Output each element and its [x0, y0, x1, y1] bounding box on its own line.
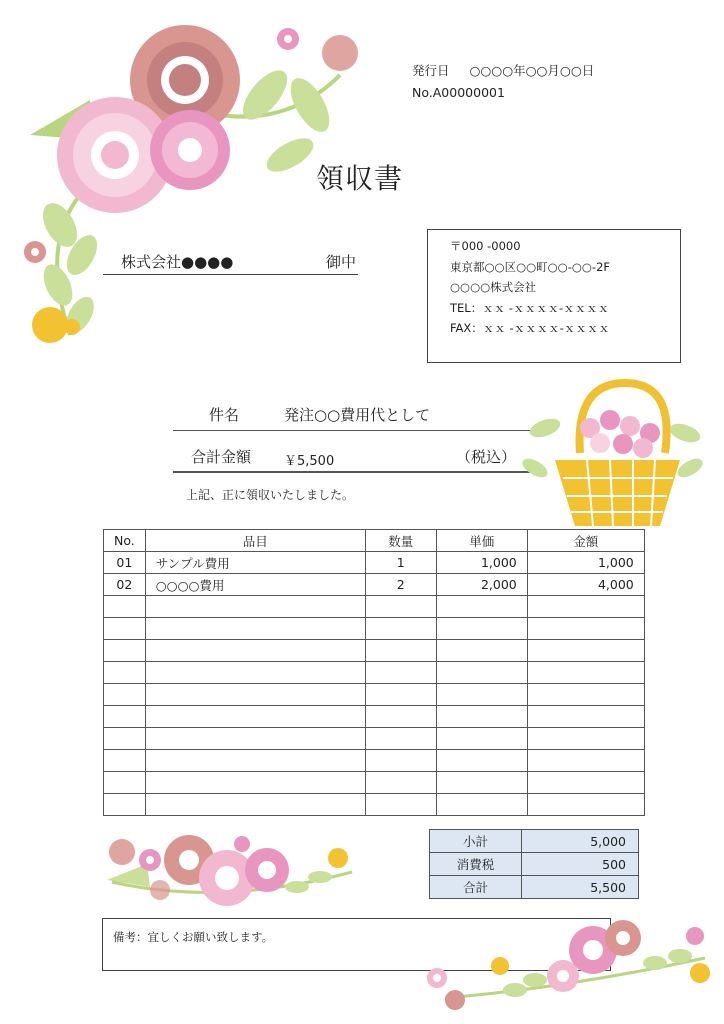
issuer-company: ○○○○株式会社 — [450, 280, 537, 294]
cell-no — [104, 706, 146, 728]
cell-amount — [527, 750, 644, 772]
cell-item — [145, 750, 365, 772]
total-label: 合計 — [430, 876, 522, 899]
cell-item — [145, 618, 365, 640]
cell-qty — [365, 662, 436, 684]
cell-amount — [527, 684, 644, 706]
header-item: 品目 — [145, 530, 365, 552]
cell-item — [145, 728, 365, 750]
issue-info — [412, 60, 594, 104]
cell-no — [104, 750, 146, 772]
floral-decoration-bottom-right — [425, 918, 720, 1018]
cell-qty — [365, 596, 436, 618]
cell-item — [145, 596, 365, 618]
header-amount: 金額 — [527, 530, 644, 552]
cell-no — [104, 662, 146, 684]
cell-amount — [527, 706, 644, 728]
issuer-tel: TEL：ｘｘ -ｘｘｘｘ-ｘｘｘｘ — [450, 300, 610, 315]
table-row — [104, 794, 645, 816]
cell-unit-price — [436, 684, 527, 706]
issue-date-label: 発行日 — [412, 63, 450, 78]
totals-row — [430, 876, 639, 899]
cell-item: サンプル費用 — [145, 552, 365, 574]
cell-qty — [365, 684, 436, 706]
cell-unit-price: 2,000 — [436, 574, 527, 596]
cell-unit-price: 1,000 — [436, 552, 527, 574]
cell-qty — [365, 618, 436, 640]
cell-unit-price — [436, 640, 527, 662]
cell-unit-price — [436, 662, 527, 684]
table-row — [104, 684, 645, 706]
table-row — [104, 750, 645, 772]
cell-amount — [527, 728, 644, 750]
issuer-fax: FAX：ｘｘ -ｘｘｘｘ-ｘｘｘｘ — [450, 321, 610, 335]
cell-amount — [527, 662, 644, 684]
cell-amount — [527, 618, 644, 640]
cell-qty — [365, 640, 436, 662]
cell-qty — [365, 750, 436, 772]
recipient-honorific: 御中 — [325, 253, 356, 271]
issuer-address-box — [427, 229, 681, 363]
table-row — [104, 706, 645, 728]
receipt-number: No.A00000001 — [412, 85, 505, 100]
cell-no: 02 — [104, 574, 146, 596]
cell-no — [104, 618, 146, 640]
cell-qty — [365, 772, 436, 794]
cell-item — [145, 684, 365, 706]
floral-decoration-bottom-left — [102, 832, 364, 912]
cell-item — [145, 794, 365, 816]
header-qty: 数量 — [365, 530, 436, 552]
amount-value: ￥5,500 — [284, 454, 335, 469]
table-row — [104, 618, 645, 640]
issuer-postal: 〒000 -0000 — [450, 239, 521, 253]
subtotal-value: 5,000 — [522, 830, 639, 853]
cell-item — [145, 662, 365, 684]
cell-amount: 1,000 — [527, 552, 644, 574]
items-table — [103, 529, 645, 816]
flower-basket-decoration — [515, 378, 705, 528]
cell-item — [145, 640, 365, 662]
cell-unit-price — [436, 772, 527, 794]
recipient-name: 株式会社●●●● — [121, 253, 234, 271]
table-row — [104, 596, 645, 618]
table-row — [104, 728, 645, 750]
cell-amount — [527, 640, 644, 662]
cell-item — [145, 772, 365, 794]
cell-unit-price — [436, 728, 527, 750]
total-value: 5,500 — [522, 876, 639, 899]
items-body — [104, 552, 645, 816]
cell-amount: 4,000 — [527, 574, 644, 596]
amount-tax-note: （税込） — [456, 448, 517, 466]
totals-table — [429, 829, 639, 899]
cell-qty — [365, 728, 436, 750]
recipient-line — [103, 251, 358, 275]
remarks-text: 備考：宜しくお願い致します。 — [113, 930, 274, 944]
cell-qty — [365, 794, 436, 816]
cell-item — [145, 706, 365, 728]
cell-amount — [527, 772, 644, 794]
table-row — [104, 552, 645, 574]
cell-no — [104, 772, 146, 794]
table-row — [104, 662, 645, 684]
cell-no — [104, 596, 146, 618]
cell-unit-price — [436, 750, 527, 772]
cell-no — [104, 684, 146, 706]
totals-row — [430, 853, 639, 876]
cell-qty: 2 — [365, 574, 436, 596]
header-unit-price: 単価 — [436, 530, 527, 552]
page-title: 領収書 — [316, 162, 404, 195]
subject-label: 件名 — [209, 406, 240, 424]
amount-row — [173, 446, 545, 473]
totals-row — [430, 830, 639, 853]
table-row — [104, 640, 645, 662]
cell-amount — [527, 794, 644, 816]
cell-unit-price — [436, 618, 527, 640]
cell-no: 01 — [104, 552, 146, 574]
cell-qty — [365, 706, 436, 728]
cell-no — [104, 640, 146, 662]
received-text: 上記、正に領収いたしました。 — [186, 488, 355, 502]
tax-value: 500 — [522, 853, 639, 876]
cell-no — [104, 794, 146, 816]
subject-value: 発注○○費用代として — [284, 406, 431, 424]
tax-label: 消費税 — [430, 853, 522, 876]
cell-unit-price — [436, 596, 527, 618]
amount-label: 合計金額 — [191, 448, 252, 466]
cell-qty: 1 — [365, 552, 436, 574]
subtotal-label: 小計 — [430, 830, 522, 853]
table-row — [104, 574, 645, 596]
cell-unit-price — [436, 706, 527, 728]
cell-amount — [527, 596, 644, 618]
table-row — [104, 772, 645, 794]
issue-date-value: ○○○○年○○月○○日 — [469, 63, 595, 78]
subject-row — [173, 404, 545, 431]
header-no: No. — [104, 530, 146, 552]
cell-unit-price — [436, 794, 527, 816]
cell-no — [104, 728, 146, 750]
cell-item: ○○○○費用 — [145, 574, 365, 596]
table-header-row — [104, 530, 645, 552]
floral-decoration-top-left — [20, 15, 365, 350]
issuer-address: 東京都○○区○○町○○-○○-2F — [450, 259, 611, 274]
